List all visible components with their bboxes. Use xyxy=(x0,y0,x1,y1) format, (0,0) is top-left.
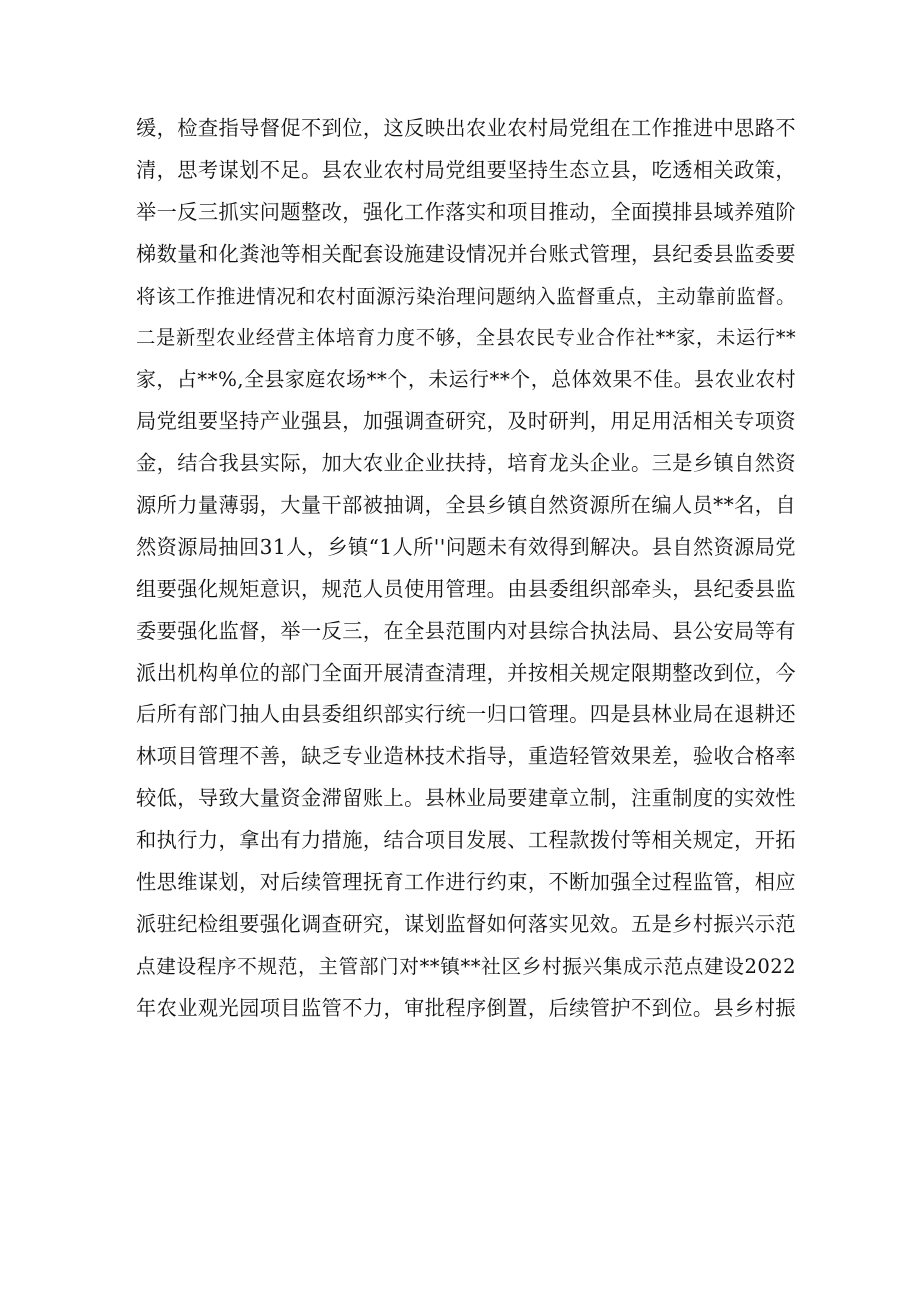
text-line-13: 委要强化监督，举一反三，在全县范围内对县综合执法局、县公安局等有 xyxy=(136,618,796,643)
text-line-6: 二是新型农业经营主体培育力度不够，全县农民专业合作社**家，未运行** xyxy=(136,326,796,350)
text-line-7: 家，占**%,全县家庭农场**个，未运行**个，总体效果不佳。县农业农村 xyxy=(136,368,796,392)
text-line-10: 源所力量薄弱，大量干部被抽调，全县乡镇自然资源所在编人员**名，自 xyxy=(136,493,796,518)
text-line-20: 派驻纪检组要强化调查研究，谋划监督如何落实见效。五是乡村振兴示范 xyxy=(136,911,796,936)
text-line-15: 后所有部门抽人由县委组织部实行统一归口管理。四是县林业局在退耕还 xyxy=(136,702,796,727)
text-line-12: 组要强化规矩意识，规范人员使用管理。由县委组织部牵头，县纪委县监 xyxy=(136,576,796,601)
body-text xyxy=(136,108,796,1030)
text-line-18: 和执行力，拿出有力措施，结合项目发展、工程款拨付等相关规定，开拓 xyxy=(136,828,796,853)
text-line-1: 缓，检查指导督促不到位，这反映出农业农村局党组在工作推进中思路不 xyxy=(136,116,796,140)
text-line-22: 年农业观光园项目监管不力，审批程序倒置，后续管护不到位。县乡村振 xyxy=(136,995,796,1020)
text-line-19: 性思维谋划，对后续管理抚育工作进行约束，不断加强全过程监管，相应 xyxy=(136,870,796,895)
text-line-11: 然资源局抽回31人，乡镇“1人所''问题未有效得到解决。县自然资源局党 xyxy=(136,534,796,559)
text-line-2: 清，思考谋划不足。县农业农村局党组要坚持生态立县，吃透相关政策， xyxy=(136,157,796,182)
text-line-5: 将该工作推进情况和农村面源污染治理问题纳入监督重点，主动靠前监督。 xyxy=(136,284,796,308)
text-line-16: 林项目管理不善，缺乏专业造林技术指导，重造轻管效果差，验收合格率 xyxy=(136,744,796,769)
text-line-21: 点建设程序不规范，主管部门对**镇**社区乡村振兴集成示范点建设2022 xyxy=(136,954,796,978)
text-line-9: 金，结合我县实际，加大农业企业扶持，培育龙头企业。三是乡镇自然资 xyxy=(136,451,796,476)
text-line-14: 派出机构单位的部门全面开展清查清理，并按相关规定限期整改到位，今 xyxy=(136,660,796,685)
text-line-4: 梯数量和化粪池等相关配套设施建设情况并台账式管理，县纪委县监委要 xyxy=(136,241,796,266)
text-line-17: 较低，导致大量资金滞留账上。县林业局要建章立制，注重制度的实效性 xyxy=(136,786,796,811)
text-line-8: 局党组要坚持产业强县，加强调查研究，及时研判，用足用活相关专项资 xyxy=(136,409,796,434)
text-line-3: 举一反三抓实问题整改，强化工作落实和项目推动，全面摸排县域养殖阶 xyxy=(136,199,796,224)
